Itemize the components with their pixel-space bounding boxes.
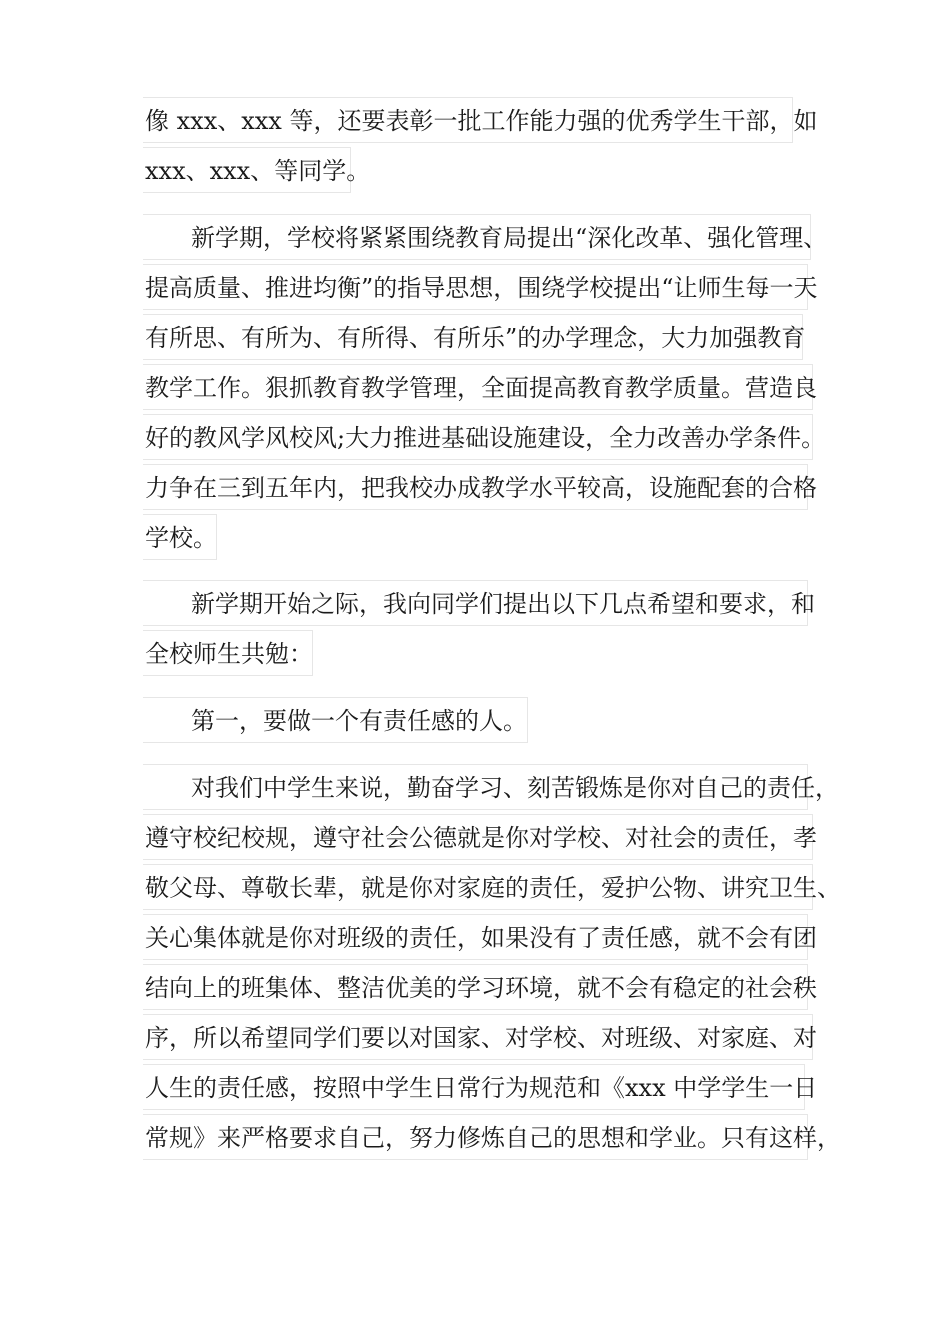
text-line: 常规》来严格要求自己，努力修炼自己的思想和学业。只有这样，: [143, 1114, 808, 1160]
text-line: 提高质量、推进均衡”的指导思想，围绕学校提出“让师生每一天: [143, 264, 808, 310]
text-line: xxx、xxx、等同学。: [143, 147, 351, 193]
text-line: 学校。: [143, 514, 217, 560]
text-line: 敬父母、尊敬长辈，就是你对家庭的责任，爱护公物、讲究卫生、: [143, 864, 813, 910]
text-line: 新学期开始之际，我向同学们提出以下几点希望和要求，和: [143, 580, 808, 626]
text-line: 第一，要做一个有责任感的人。: [143, 697, 528, 743]
text-line: 好的教风学风校风;大力推进基础设施建设，全力改善办学条件。: [143, 414, 813, 460]
text-line: 关心集体就是你对班级的责任，如果没有了责任感，就不会有团: [143, 914, 808, 960]
text-line: 遵守校纪校规，遵守社会公德就是你对学校、对社会的责任，孝: [143, 814, 813, 860]
text-line: 对我们中学生来说，勤奋学习、刻苦锻炼是你对自己的责任，: [143, 764, 808, 810]
text-line: 像 xxx、xxx 等，还要表彰一批工作能力强的优秀学生干部，如: [143, 97, 793, 143]
text-line: 教学工作。狠抓教育教学管理，全面提高教育教学质量。营造良: [143, 364, 813, 410]
text-line: 全校师生共勉：: [143, 630, 313, 676]
text-line: 有所思、有所为、有所得、有所乐”的办学理念，大力加强教育: [143, 314, 803, 360]
text-line: 结向上的班集体、整洁优美的学习环境，就不会有稳定的社会秩: [143, 964, 808, 1010]
text-line: 人生的责任感，按照中学生日常行为规范和《xxx 中学学生一日: [143, 1064, 805, 1110]
text-line: 力争在三到五年内，把我校办成教学水平较高，设施配套的合格: [143, 464, 808, 510]
text-line: 新学期，学校将紧紧围绕教育局提出“深化改革、强化管理、: [143, 214, 811, 260]
text-line: 序，所以希望同学们要以对国家、对学校、对班级、对家庭、对: [143, 1014, 813, 1060]
